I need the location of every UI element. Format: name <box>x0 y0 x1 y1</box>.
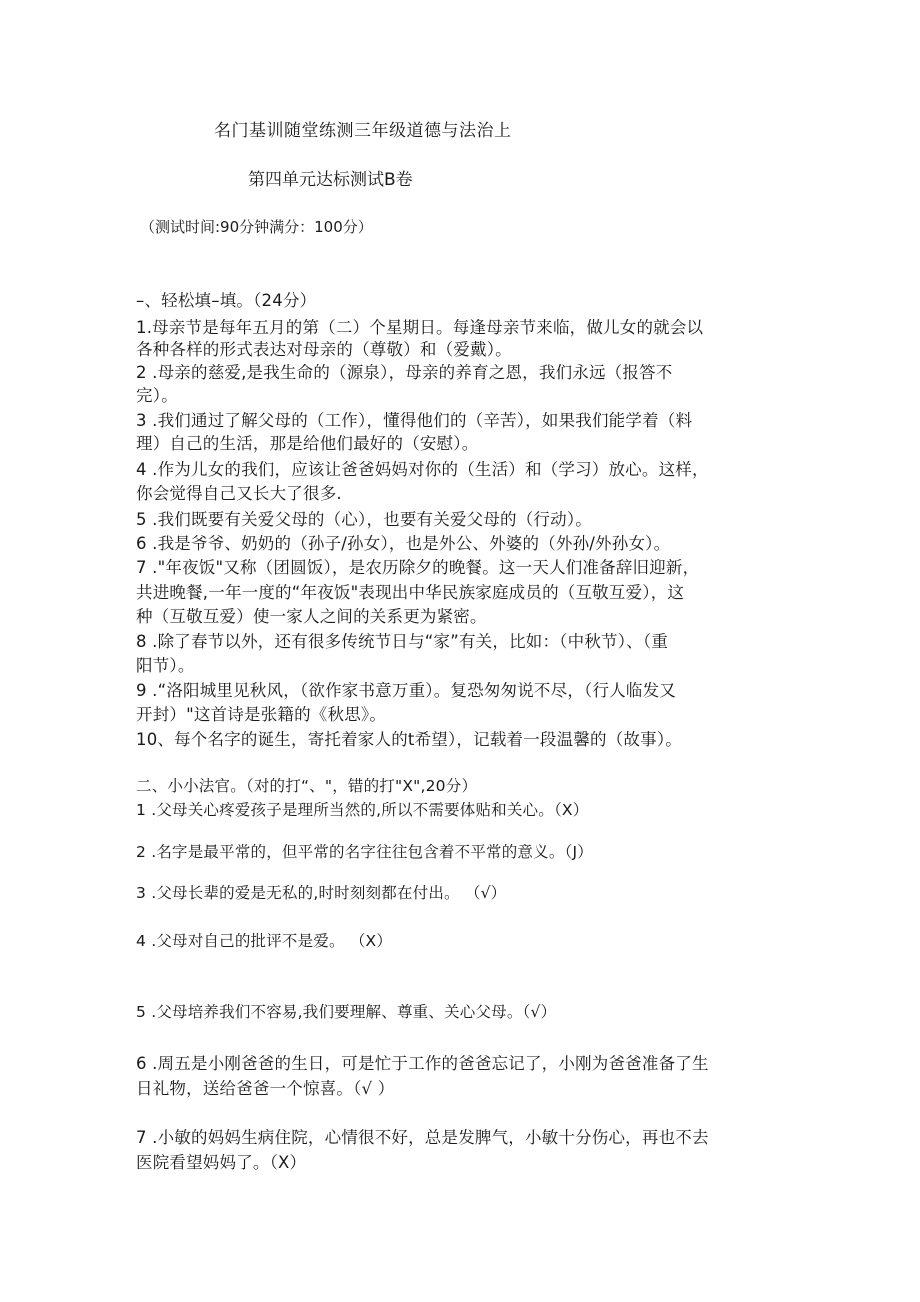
document-subtitle: 第四单元达标测试B卷 <box>248 170 413 190</box>
question-line: 阳节）。 <box>136 656 195 675</box>
judgement-line: 4 .父母对自己的批评不是爱。 （X） <box>136 932 393 950</box>
question-line: 3 .我们通过了解父母的（工作），懂得他们的（辛苦），如果我们能学着（料 <box>136 411 693 430</box>
test-meta: （测试时间:90分钟满分：100分） <box>140 218 373 236</box>
question-line: 开封）"这首诗是张籍的《秋思》。 <box>136 705 387 724</box>
question-line: 8 .除了春节以外，还有很多传统节日与“家”有关，比如：（中秋节）、（重 <box>136 632 669 651</box>
question-line: 各种各样的形式表达对母亲的（尊敬）和（爱戴）。 <box>136 340 512 359</box>
judgement-line: 6 .周五是小刚爸爸的生日，可是忙于工作的爸爸忘记了，小刚为爸爸准备了生 <box>136 1054 709 1073</box>
section1-heading: –、轻松填–填。（24分） <box>136 291 317 310</box>
question-line: 理）自己的生活，那是给他们最好的（安慰）。 <box>136 434 479 453</box>
question-line: 7 ."年夜饭"又称（团圆饭），是农历除夕的晚餐。这一天人们准备辞旧迎新， <box>136 558 700 577</box>
judgement-line: 3 .父母长辈的爱是无私的,时时刻刻都在付出。 （√） <box>136 884 507 902</box>
question-line: 完）。 <box>136 386 178 405</box>
judgement-line: 日礼物，送给爸爸一个惊喜。（√ ） <box>136 1079 395 1098</box>
question-line: 9 .“洛阳城里见秋风，（欲作家书意万重）。复恐匆匆说不尽，（行人临发又 <box>136 681 676 700</box>
question-line: 2 .母亲的慈爱,是我生命的（源泉），母亲的养育之恩，我们永远（报答不 <box>136 363 673 382</box>
question-line: 1.母亲节是每年五月的第（二）个星期日。每逢母亲节来临，做儿女的就会以 <box>136 318 704 337</box>
judgement-line: 7 .小敏的妈妈生病住院，心情很不好，总是发脾气，小敏十分伤心，再也不去 <box>136 1128 709 1147</box>
judgement-line: 5 .父母培养我们不容易,我们要理解、尊重、关心父母。（√） <box>136 1003 557 1021</box>
question-line: 10、每个名字的诞生，寄托着家人的t希望），记载着一段温馨的（故事）。 <box>136 730 682 749</box>
question-line: 4 .作为儿女的我们，应该让爸爸妈妈对你的（生活）和（学习）放心。这样， <box>136 460 709 479</box>
section2-heading: 二、小小法官。（对的打“、"，错的打"X",20分） <box>136 777 478 795</box>
question-line: 6 .我是爷爷、奶奶的（孙子/孙女），也是外公、外婆的（外孙/外孙女）。 <box>136 534 671 553</box>
document-title: 名门基训随堂练测三年级道德与法治上 <box>214 121 512 141</box>
judgement-line: 2 .名字是最平常的，但平常的名字往往包含着不平常的意义。（J） <box>136 843 593 861</box>
question-line: 共进晚餐,一年一度的“年夜饭"表现出中华民族家庭成员的（互敬互爱），这 <box>136 583 685 602</box>
judgement-line: 医院看望妈妈了。（X） <box>136 1153 307 1172</box>
question-line: 5 .我们既要有关爱父母的（心），也要有关爱父母的（行动）。 <box>136 510 592 529</box>
question-line: 种（互敬互爱）使一家人之间的关系更为紧密。 <box>136 607 487 626</box>
question-line: 你会觉得自己又长大了很多. <box>136 484 342 503</box>
judgement-line: 1 .父母关心疼爱孩子是理所当然的,所以不需要体贴和关心。（X） <box>136 801 589 819</box>
